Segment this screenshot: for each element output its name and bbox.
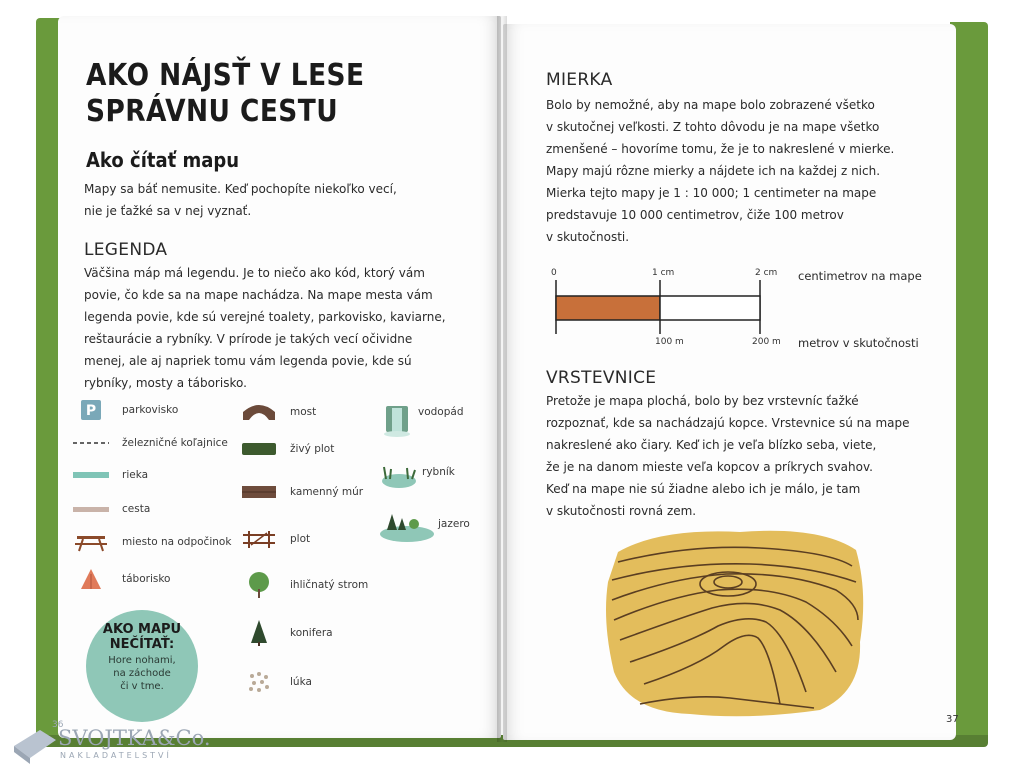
scale-text-line: zmenšené – hovoríme tomu, že je to nakreslené v mierke. <box>546 142 895 156</box>
picnic-table-icon <box>72 530 110 554</box>
scale-tick-top: 1 cm <box>652 268 675 278</box>
lake-icon <box>378 510 436 544</box>
badge-text-line: na záchode <box>113 668 171 679</box>
publisher-logo-name: SVOJTKA&Co. <box>58 726 211 750</box>
legend-item-campsite <box>72 567 170 591</box>
legend-heading: LEGENDA <box>84 240 168 260</box>
badge-title <box>86 622 198 652</box>
legend-text-line: Väčšina máp má legendu. Je to niečo ako kód, ktorý vám <box>84 266 425 280</box>
scale-text <box>546 94 946 248</box>
legend-label: konifera <box>290 627 333 639</box>
legend-text-line: legenda povie, kde sú verejné toalety, parkovisko, kaviarne, <box>84 310 446 324</box>
legend-item-road <box>72 497 150 521</box>
legend-label: vodopád <box>418 406 464 418</box>
legend-label: rieka <box>122 469 149 481</box>
legend-text-line: menej, ale aj napriek tomu vám legenda povie, kde sú <box>84 354 412 368</box>
legend-item-fence <box>240 527 310 551</box>
badge-text-line: či v tme. <box>120 681 164 692</box>
deciduous-tree-icon <box>240 573 278 597</box>
scale-bar <box>550 280 770 336</box>
page-number-right: 37 <box>946 714 959 725</box>
badge-text-line: Hore nohami, <box>108 655 176 666</box>
contour-heading: VRSTEVNICE <box>546 368 657 388</box>
meadow-icon <box>240 670 278 694</box>
badge-title-line: AKO MAPU <box>102 622 182 637</box>
intro-text <box>84 178 494 222</box>
contour-map-illustration <box>600 522 870 722</box>
scale-text-line: Mapy majú rôzne mierky a nájdete ich na každej z nich. <box>546 164 881 178</box>
stone-wall-icon <box>240 480 278 504</box>
contour-text-line: Keď na mape nie sú žiadne alebo ich je málo, je tam <box>546 482 861 496</box>
legend-label: plot <box>290 533 311 545</box>
contour-text-line: že je na danom mieste veľa kopcov a príkrych svahov. <box>546 460 873 474</box>
fence-icon <box>240 527 278 551</box>
legend-label: lúka <box>290 676 312 688</box>
scale-tick-bottom: 100 m <box>655 337 684 347</box>
scale-caption-top: centimetrov na mape <box>798 269 922 283</box>
legend-label: jazero <box>438 518 470 530</box>
legend-item-pond <box>380 462 455 490</box>
scale-heading: MIERKA <box>546 70 613 90</box>
contour-text <box>546 390 946 522</box>
intro-line: nie je ťažké sa v nej vyznať. <box>84 204 252 218</box>
legend-item-lake <box>378 510 470 544</box>
page-title-line1: AKO NÁJSŤ V LESE <box>86 58 365 93</box>
legend-text-line: povie, čo kde sa na mape nachádza. Na mape mesta vám <box>84 288 433 302</box>
scale-caption-bottom: metrov v skutočnosti <box>798 336 919 350</box>
legend-item-parking <box>72 398 178 422</box>
intro-line: Mapy sa báť nemusite. Keď pochopíte niekoľko vecí, <box>84 182 397 196</box>
badge-text <box>86 654 198 693</box>
legend-text <box>84 262 494 394</box>
scale-text-line: predstavuje 10 000 centimetrov, čiže 100 metrov <box>546 208 844 222</box>
page-number-left: 36 <box>52 720 64 730</box>
legend-item-stone-wall <box>240 480 363 504</box>
bridge-icon <box>240 400 278 424</box>
contour-text-line: Pretože je mapa plochá, bolo by bez vrstevníc ťažké <box>546 394 859 408</box>
legend-item-conifer <box>240 621 333 645</box>
legend-item-bridge <box>240 400 316 424</box>
railway-icon <box>72 431 110 455</box>
pond-icon <box>380 462 418 490</box>
legend-item-waterfall <box>380 404 464 438</box>
scale-text-line: Bolo by nemožné, aby na mape bolo zobrazené všetko <box>546 98 875 112</box>
legend-label: cesta <box>122 503 151 515</box>
legend-label: kamenný múr <box>290 486 364 498</box>
road-icon <box>72 497 110 521</box>
tip-badge <box>86 610 198 722</box>
legend-label: ihličnatý strom <box>290 579 369 591</box>
scale-text-line: Mierka tejto mapy je 1 : 10 000; 1 centimeter na mape <box>546 186 877 200</box>
conifer-icon <box>240 621 278 645</box>
page-title-line2: SPRÁVNU CESTU <box>86 94 339 129</box>
legend-text-line: reštaurácie a rybníky. V prírode je takých vecí očividne <box>84 332 413 346</box>
svg-text:P: P <box>85 403 97 419</box>
legend-label: železničné koľajnice <box>122 437 228 449</box>
legend-item-picnic <box>72 530 231 554</box>
contour-text-line: rozpoznať, kde sa nachádzajú kopce. Vrstevnice sú na mape <box>546 416 910 430</box>
scale-text-line: v skutočnosti. <box>546 230 630 244</box>
river-icon <box>72 463 110 487</box>
subtitle: Ako čítať mapu <box>86 148 240 172</box>
legend-label: parkovisko <box>122 404 179 416</box>
legend-item-meadow <box>240 670 312 694</box>
book-spine <box>497 16 507 742</box>
scale-tick-top: 0 <box>551 268 557 278</box>
legend-label: miesto na odpočinok <box>122 536 232 548</box>
legend-item-railway <box>72 431 228 455</box>
legend-item-hedge <box>240 437 334 461</box>
scale-text-line: v skutočnej veľkosti. Z tohto dôvodu je na mape všetko <box>546 120 880 134</box>
scale-tick-bottom: 200 m <box>752 337 781 347</box>
legend-item-river <box>72 463 148 487</box>
contour-text-line: nakreslené ako čiary. Keď ich je veľa blízko seba, viete, <box>546 438 877 452</box>
legend-text-line: rybníky, mosty a táborisko. <box>84 376 247 390</box>
campsite-icon <box>72 567 110 591</box>
legend-item-tree <box>240 573 368 597</box>
badge-title-line: NEČÍTAŤ: <box>109 637 175 652</box>
legend-label: most <box>290 406 317 418</box>
legend-label: živý plot <box>290 443 335 455</box>
scale-tick-top: 2 cm <box>755 268 778 278</box>
parking-icon <box>72 398 110 422</box>
page-title <box>86 58 364 130</box>
hedge-icon <box>240 437 278 461</box>
contour-text-line: v skutočnosti rovná zem. <box>546 504 697 518</box>
legend-label: rybník <box>422 466 455 478</box>
waterfall-icon <box>380 404 414 438</box>
legend-label: táborisko <box>122 573 171 585</box>
publisher-logo-subtitle: NAKLADATELSTVÍ <box>60 751 172 760</box>
